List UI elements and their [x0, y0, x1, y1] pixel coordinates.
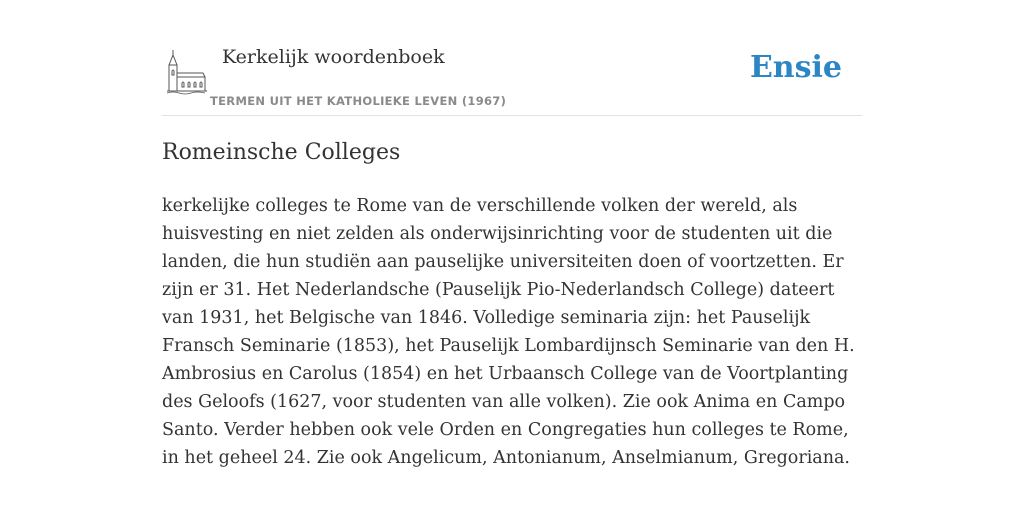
dictionary-header [162, 40, 862, 116]
church-icon [165, 49, 207, 95]
entry-body: kerkelijke colleges te Rome van de verschillende volken der wereld, als huisvesting en niet zelden als onderwijsinrichting voor de studenten uit die landen, die hun studiën aan pauselijke universiteiten doen of voortzetten. Er zijn er 31. Het Nederlandsche (Pauselijk Pio-Nederlandsch College) dateert van 1931, het Belgische van 1846. Volledige seminaria zijn: het Pauselijk Fransch Seminarie (1853), het Pauselijk Lombardijnsch Seminarie van den H. Ambrosius en Carolus (1854) en het Urbaansch College van de Voortplanting des Geloofs (1627, voor studenten van alle volken). Zie ook Anima en Campo Santo. Verder hebben ook vele Orden en Congregaties hun colleges te Rome, in het geheel 24. Zie ook Angelicum, Antonianum, Anselmianum, Gregoriana. [162, 196, 855, 468]
brand-logo-link[interactable]: Ensie [749, 50, 842, 85]
dictionary-subtitle: TERMEN UIT HET KATHOLIEKE LEVEN (1967) [210, 94, 507, 108]
entry-title: Romeinsche Colleges [162, 140, 401, 165]
dictionary-title[interactable]: Kerkelijk woordenboek [222, 46, 445, 68]
